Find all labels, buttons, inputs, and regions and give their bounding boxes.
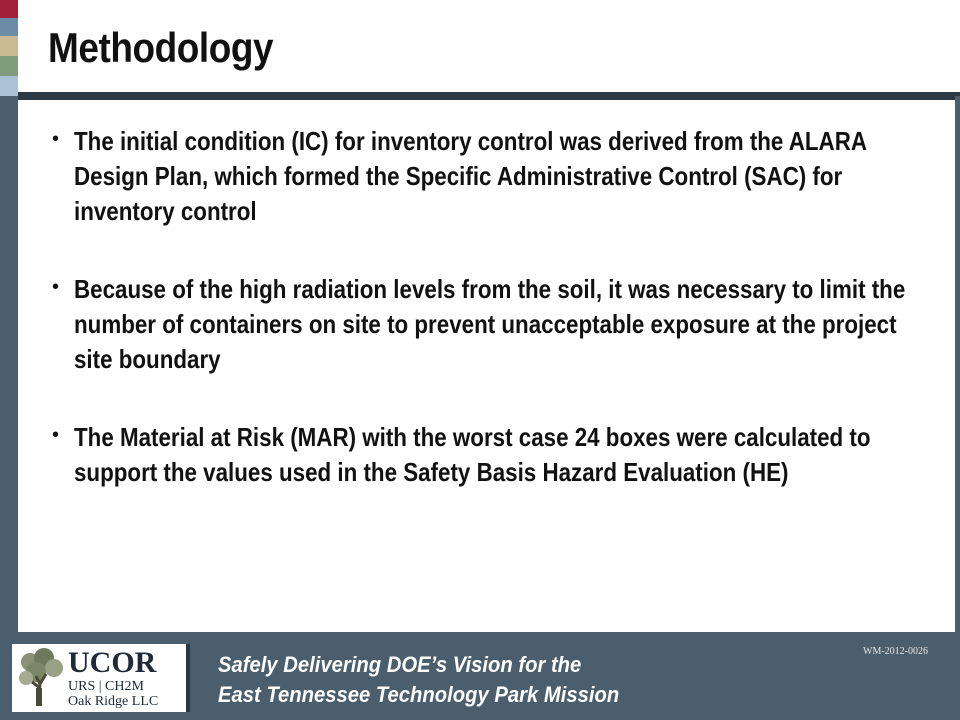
accent-block-lightblue	[0, 76, 18, 96]
logo-subtitle-company: Oak Ridge LLC	[68, 694, 159, 709]
bullet-list	[52, 124, 932, 533]
accent-block-green	[0, 56, 18, 76]
bullet-item	[52, 272, 932, 377]
bullet-text: The initial condition (IC) for inventory control was derived from the ALARA Design Plan, which formed the Specific Administrative Control (SAC) for inventory control	[74, 126, 867, 226]
accent-block-blue	[0, 18, 18, 36]
accent-block-tan	[0, 36, 18, 56]
bullet-marker: •	[52, 424, 60, 446]
bullet-marker: •	[52, 276, 60, 298]
slide-title: Methodology	[48, 24, 274, 71]
tagline-line-1: Safely Delivering DOE’s Vision for the	[218, 652, 582, 677]
logo-wordmark: UCOR	[68, 646, 157, 679]
ucor-logo	[12, 644, 190, 712]
footer-bar	[0, 632, 960, 720]
logo-subtitle-partners: URS | CH2M	[68, 679, 144, 694]
document-id: WM-2012-0026	[863, 646, 928, 657]
frame-left-border	[0, 96, 18, 632]
tree-icon	[16, 648, 64, 708]
bullet-item	[52, 420, 932, 490]
title-divider	[18, 92, 960, 100]
bullet-marker: •	[52, 128, 60, 150]
bullet-text: Because of the high radiation levels from the soil, it was necessary to limit the number of containers on site to prevent unacceptable exposure at the project site boundary	[74, 274, 906, 374]
footer-tagline	[218, 650, 733, 710]
bullet-text: The Material at Risk (MAR) with the worst case 24 boxes were calculated to support the values used in the Safety Basis Hazard Evaluation (HE)	[74, 422, 871, 487]
accent-block-red	[0, 0, 18, 18]
bullet-item	[52, 124, 932, 229]
frame-right-border	[955, 96, 960, 632]
tagline-line-2: East Tennessee Technology Park Mission	[218, 682, 620, 707]
